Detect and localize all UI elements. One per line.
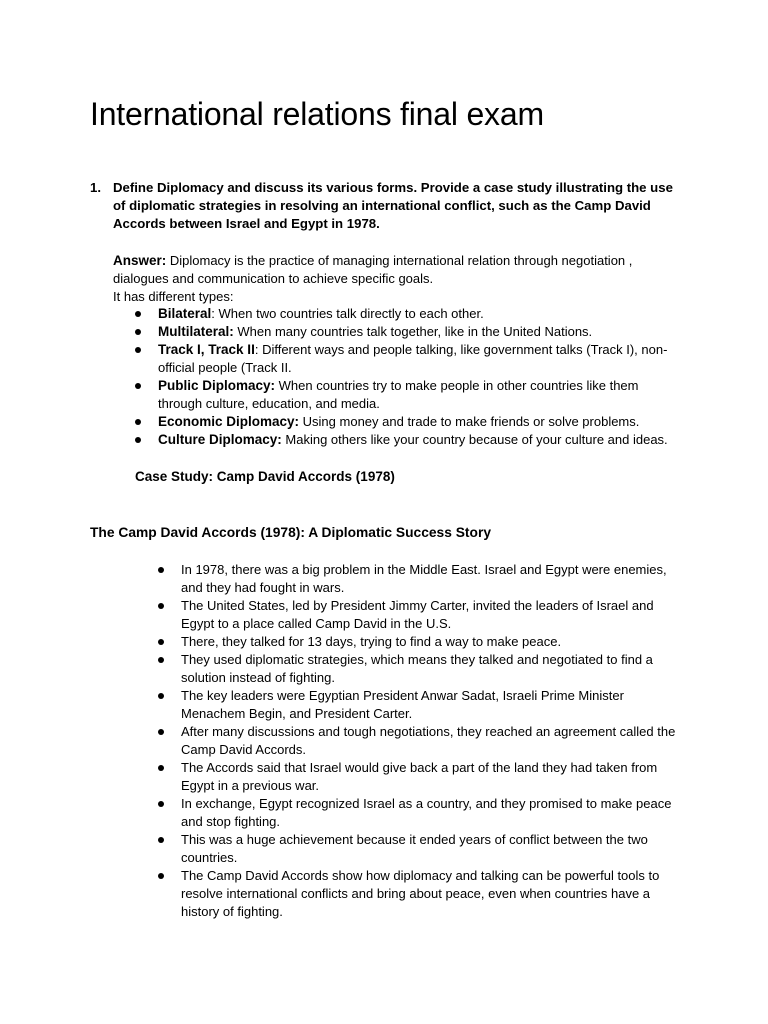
bullet-icon <box>135 383 141 389</box>
bullet-icon <box>158 765 164 771</box>
bullet-icon <box>158 603 164 609</box>
list-item <box>158 723 688 759</box>
bullet-icon <box>158 729 164 735</box>
list-item <box>158 687 688 723</box>
point-text: There, they talked for 13 days, trying to find a way to make peace. <box>181 634 562 649</box>
answer-block <box>113 252 683 306</box>
case-study-label: Case Study: Camp David Accords (1978) <box>135 469 395 484</box>
point-text: In exchange, Egypt recognized Israel as a country, and they promised to make peace and stop fighting. <box>181 796 672 829</box>
type-term: Economic Diplomacy: <box>158 414 300 429</box>
bullet-icon <box>135 311 141 317</box>
diplomacy-types-list <box>135 305 675 449</box>
list-item <box>135 341 675 377</box>
point-text: The key leaders were Egyptian President Anwar Sadat, Israeli Prime Minister Menachem Begin, and President Carter. <box>181 688 624 721</box>
question-text: Define Diplomacy and discuss its various forms. Provide a case study illustrating the use of diplomatic strategies in resolving an international conflict, such as the Camp David Accords between Israel and Egypt in 1978. <box>113 180 673 231</box>
list-item <box>158 633 688 651</box>
list-item <box>135 377 675 413</box>
types-intro: It has different types: <box>113 289 234 304</box>
answer-label: Answer: <box>113 253 167 268</box>
bullet-icon <box>158 837 164 843</box>
camp-david-points-list <box>158 561 688 921</box>
point-text: After many discussions and tough negotiations, they reached an agreement called the Camp David Accords. <box>181 724 676 757</box>
list-item <box>158 597 688 633</box>
bullet-icon <box>135 329 141 335</box>
bullet-icon <box>135 437 141 443</box>
answer-text: Diplomacy is the practice of managing international relation through negotiation , dialogues and communication to achieve specific goals. <box>113 253 633 286</box>
type-description: Making others like your country because of your culture and ideas. <box>281 432 668 447</box>
type-description: Different ways and people talking, like government talks (Track I), non-official people (Track II. <box>158 342 668 375</box>
type-description: When countries try to make people in other countries like them through culture, education, and media. <box>158 378 639 411</box>
type-term: Bilateral <box>158 306 212 321</box>
list-item <box>158 651 688 687</box>
point-text: The Camp David Accords show how diplomacy and talking can be powerful tools to resolve international conflicts and bring about peace, even when countries have a history of fighting. <box>181 868 660 919</box>
list-item <box>158 795 688 831</box>
type-separator: : <box>254 342 259 357</box>
bullet-icon <box>158 873 164 879</box>
type-term: Culture Diplomacy: <box>158 432 282 447</box>
type-term: Multilateral: <box>158 324 234 339</box>
bullet-icon <box>158 657 164 663</box>
type-description: Using money and trade to make friends or solve problems. <box>299 414 640 429</box>
list-item <box>158 759 688 795</box>
question-number: 1. <box>90 180 101 195</box>
point-text: The United States, led by President Jimmy Carter, invited the leaders of Israel and Egypt to a place called Camp David in the U.S. <box>181 598 654 631</box>
document-title: International relations final exam <box>90 96 544 132</box>
list-item <box>135 413 675 431</box>
section-heading: The Camp David Accords (1978): A Diplomatic Success Story <box>90 525 491 540</box>
bullet-icon <box>158 639 164 645</box>
point-text: This was a huge achievement because it ended years of conflict between the two countries. <box>181 832 648 865</box>
list-item <box>158 867 688 921</box>
list-item <box>158 561 688 597</box>
list-item <box>135 431 675 449</box>
type-term: Public Diplomacy: <box>158 378 276 393</box>
point-text: They used diplomatic strategies, which means they talked and negotiated to find a solution instead of fighting. <box>181 652 653 685</box>
bullet-icon <box>158 801 164 807</box>
type-description: When two countries talk directly to each other. <box>214 306 484 321</box>
list-item <box>135 305 675 323</box>
point-text: The Accords said that Israel would give back a part of the land they had taken from Egypt in a previous war. <box>181 760 658 793</box>
point-text: In 1978, there was a big problem in the Middle East. Israel and Egypt were enemies, and they had fought in wars. <box>181 562 667 595</box>
list-item <box>158 831 688 867</box>
bullet-icon <box>158 693 164 699</box>
type-description: When many countries talk together, like in the United Nations. <box>233 324 593 339</box>
bullet-icon <box>135 419 141 425</box>
type-term: Track I, Track II <box>158 342 255 357</box>
type-separator: : <box>211 306 215 321</box>
bullet-icon <box>135 347 141 353</box>
list-item <box>135 323 675 341</box>
bullet-icon <box>158 567 164 573</box>
